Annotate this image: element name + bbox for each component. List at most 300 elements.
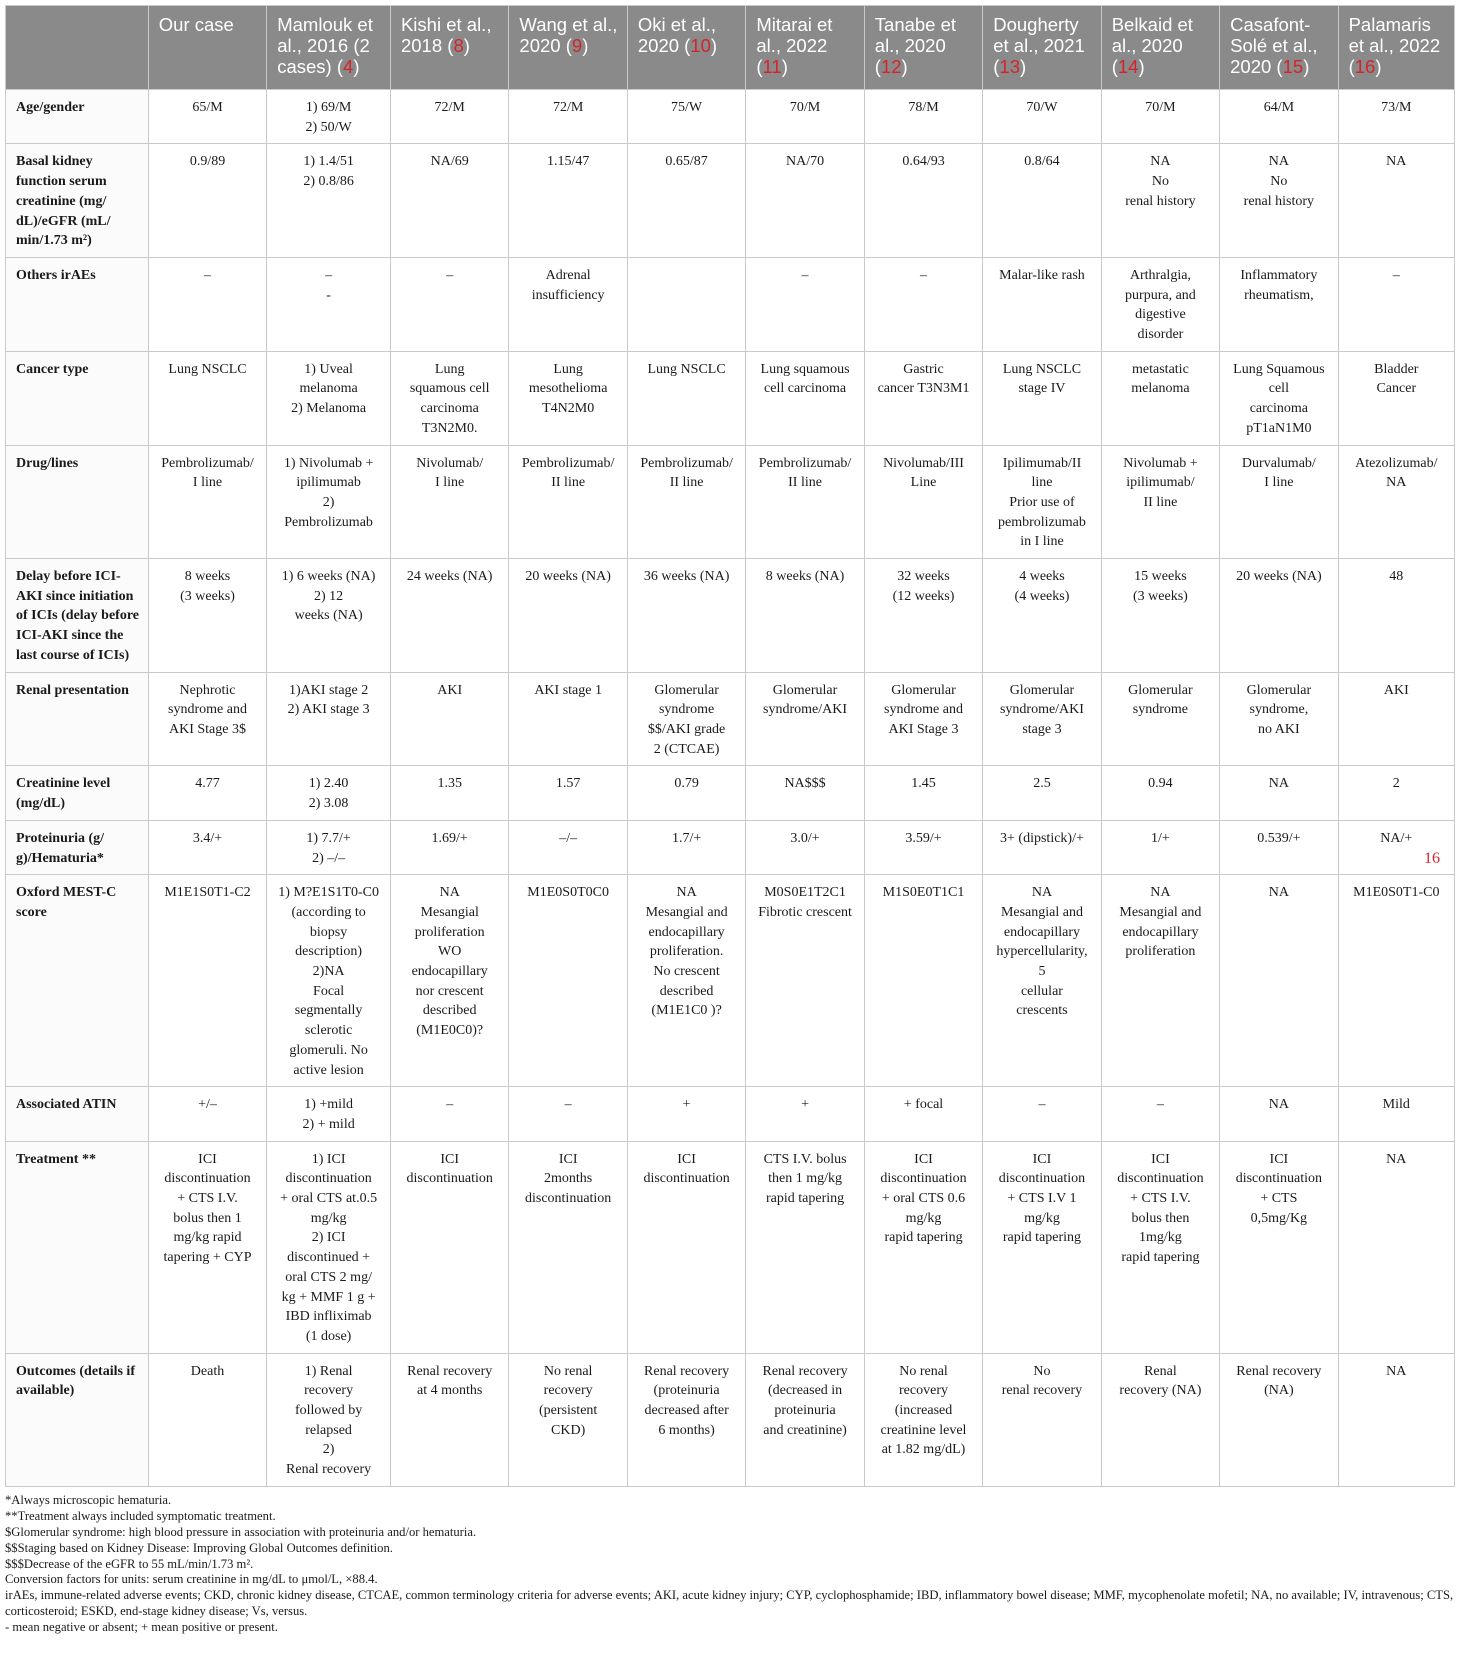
table-cell [509,351,627,445]
cell-text: – [446,267,454,283]
cell-text: 0.8/64 [1024,154,1060,170]
cell-text: 70/M [789,100,821,115]
cell-text: NA/70 [785,154,825,170]
table-cell [267,672,391,766]
footnote: irAEs, immune-related adverse events; CKD, chronic kidney disease, CTCAE, common terminology criteria for adverse events; AKI, acute kidney injury; CYP, cyclophosphamide; IBD, inflammatory bowel disease; MMF, mycophenolate mofetil; NA, no available; IV, intravenous; CTS, corticosteroid; ESKD, end-stage kidney disease; Vs, versus. [5,1588,1454,1619]
table-cell [627,875,745,1087]
cell-text: 1.69/+ [431,830,468,846]
reference-link[interactable]: 9 [571,35,583,56]
table-cell [390,875,508,1087]
table-cell [1220,820,1338,874]
cell-text: NA Mesangial proliferation WO endocapillary nor crescent described (M1E0C0)? [411,885,488,1039]
column-header-paren: ) [901,56,908,77]
table-cell [983,445,1101,559]
column-header-text: Dougherty et al., 2021 ( [993,14,1085,77]
table-cell [1101,144,1219,258]
table-cell [390,1141,508,1353]
column-header-text: Belkaid et al., 2020 ( [1111,14,1193,77]
table-cell [267,1353,391,1486]
cell-text: 65/M [192,100,223,115]
table-cell [1338,144,1454,258]
row-label: Oxford MEST-C score [6,875,149,1087]
table-cell [864,445,982,559]
table-cell [509,766,627,820]
table-cell [509,445,627,559]
table-cell [148,351,266,445]
cell-text: 2.5 [1033,776,1051,792]
reference-link[interactable]: 8 [453,35,464,56]
table-cell [267,820,391,874]
cell-text: 1) ICI discontinuation + oral CTS at.0.5 mg/kg 2) ICI discontinued + oral CTS 2 mg/ kg + MMF 1 g + IBD infliximab (1 dose) [280,1151,378,1344]
table-cell [864,875,982,1087]
row-label: Proteinuria (g/ g)/Hematuria* [6,820,149,874]
table-cell [1338,766,1454,820]
table-cell [267,559,391,673]
column-header-paren: ) [1303,56,1310,77]
cell-text: 20 weeks (NA) [525,569,611,585]
cell-text: M1E1S0T1-C2 [164,885,251,901]
table-cell [864,257,982,351]
cell-text: +/– [198,1097,217,1113]
cell-text: AKI [437,682,463,698]
table-cell [746,559,864,673]
cell-text: Death [190,1363,225,1379]
cell-text: NA Mesangial and endocapillary hypercellularity, 5 cellular crescents [996,885,1088,1019]
cell-text: 72/M [434,100,465,115]
footnote: $$$Decrease of the eGFR to 55 mL/min/1.73 m². [5,1556,254,1571]
cell-text: M0S0E1T2C1 Fibrotic crescent [758,885,852,920]
table-cell [1101,351,1219,445]
cell-text: 64/M [1263,100,1295,115]
cell-text: Arthralgia, purpura, and digestive disorder [1125,267,1196,343]
table-cell [390,257,508,351]
table-cell [1338,445,1454,559]
table-row [6,144,1455,258]
table-cell [983,820,1101,874]
table-cell [864,820,982,874]
cell-text: 78/M [908,100,939,115]
table-cell [627,672,745,766]
cell-text: Nivolumab/III Line [883,455,964,491]
table-cell [627,257,745,351]
table-cell [746,144,864,258]
row-label: Drug/lines [6,445,149,559]
cell-text: Inflammatory rheumatism, [1240,267,1318,303]
table-cell [267,1087,391,1141]
cell-text: 1) M?E1S1T0-C0 (according to biopsy description) 2)NA Focal segmentally sclerotic glomeruli. No active lesion [278,885,379,1078]
cell-text: M1E0S0T1-C0 [1353,885,1440,901]
row-label: Basal kidney function serum creatinine (mg/ dL)/eGFR (mL/ min/1.73 m²) [6,144,149,258]
column-header [1338,6,1454,90]
cell-text: ICI discontinuation [643,1151,730,1187]
column-header-text: Casafont-Solé et al., 2020 ( [1230,14,1318,77]
cell-text: 1.35 [437,776,462,792]
table-cell [509,672,627,766]
table-row [6,1353,1455,1486]
table-cell [627,351,745,445]
column-header-text: Kishi et al., 2018 ( [400,14,492,56]
table-cell [509,1353,627,1486]
table-cell [627,445,745,559]
cell-text: 73/M [1381,100,1412,115]
table-cell [390,1353,508,1486]
cell-text: 1.45 [911,776,936,792]
table-cell [390,1087,508,1141]
cell-text: 1) 6 weeks (NA) 2) 12 weeks (NA) [281,569,376,624]
table-cell [1101,766,1219,820]
cell-text: Malar-like rash [999,267,1085,283]
cell-text: 72/M [552,100,584,115]
table-cell [267,90,391,144]
table-cell [148,144,266,258]
table-cell [864,1353,982,1486]
cell-text: Glomerular syndrome $$/AKI grade 2 (CTCAE) [647,682,726,757]
table-cell [509,90,627,144]
table-cell [864,90,982,144]
table-cell [627,820,745,874]
table-cell [627,1141,745,1353]
table-cell [148,257,266,351]
column-header-text: Mitarai et al., 2022 ( [756,14,833,77]
table-cell [1101,1353,1219,1486]
table-cell [1220,766,1338,820]
table-cell [746,1353,864,1486]
cell-text: + [682,1097,691,1113]
table-row [6,257,1455,351]
table-cell [983,672,1101,766]
table-cell [746,672,864,766]
cell-text: 70/M [1145,100,1176,115]
table-cell [1101,672,1219,766]
table-row [6,90,1455,144]
cell-text: 8 weeks (NA) [765,569,845,585]
cell-text: 1/+ [1151,830,1170,846]
table-cell [1101,1141,1219,1353]
cell-text: NA [1386,1363,1407,1379]
table-row [6,351,1455,445]
cell-text: M1S0E0T1C1 [882,885,965,901]
table-cell [390,144,508,258]
cell-text: 8 weeks (3 weeks) [180,569,235,604]
cell-text: NA/+ [1380,830,1413,846]
row-label: Delay before ICI-AKI since initiation of ICIs (delay before ICI-AKI since the last course of ICIs) [6,559,149,673]
column-header [509,6,627,90]
cell-text: ICI discontinuation + CTS I.V. bolus then 1mg/kg rapid tapering [1117,1151,1204,1266]
footnote: $Glomerular syndrome: high blood pressure in association with proteinuria and/or hematuria. [5,1524,477,1539]
reference-link[interactable]: 4 [343,56,354,77]
cell-text: Pembrolizumab/ II line [521,455,615,491]
cell-text: NA [1386,1151,1407,1167]
column-header-text: Mamlouk et al., 2016 (2 cases) ( [277,14,373,77]
column-header-text: Wang et al., 2020 ( [519,14,618,56]
table-cell [746,1087,864,1141]
cell-text: NA [1268,1097,1289,1113]
table-body [6,90,1455,1487]
cell-text: Adrenal insufficiency [531,267,605,303]
column-header [627,6,745,90]
table-cell [746,351,864,445]
table-cell [390,820,508,874]
table-cell [627,144,745,258]
cell-text: NA$$$ [784,776,826,792]
table-cell [148,1141,266,1353]
cell-text: Renal recovery (proteinuria decreased after 6 months) [644,1363,730,1438]
cell-text: Pembrolizumab/ II line [640,455,733,491]
cell-text: 0.65/87 [665,154,708,170]
column-header-paren: ) [1375,56,1382,77]
cell-text: M1E0S0T0C0 [527,885,609,901]
table-cell [509,1141,627,1353]
table-cell [746,875,864,1087]
table-cell [983,1353,1101,1486]
cell-text: – [1392,267,1400,283]
row-label: Outcomes (details if available) [6,1353,149,1486]
table-cell [746,766,864,820]
row-label: Treatment ** [6,1141,149,1353]
table-row [6,445,1455,559]
table-cell [627,90,745,144]
table-cell [148,672,266,766]
column-header [746,6,864,90]
cell-text: Atezolizumab/ NA [1355,455,1438,491]
cell-text: – [1156,1097,1164,1113]
cell-text: ICI discontinuation + oral CTS 0.6 mg/kg rapid tapering [880,1151,967,1246]
table-cell [864,1141,982,1353]
reference-link[interactable]: 14 [1117,56,1139,77]
cell-text: 3.59/+ [905,830,942,846]
cell-text: ICI discontinuation [406,1151,493,1187]
cell-text: No renal recovery [1001,1363,1083,1399]
table-cell [267,766,391,820]
column-header [390,6,508,90]
cell-text: 0.539/+ [1257,830,1301,846]
table-cell [864,672,982,766]
table-cell [627,1087,745,1141]
column-header [1220,6,1338,90]
table-cell [390,766,508,820]
column-header-paren: ) [710,35,718,56]
cell-text: 4.77 [195,776,220,792]
header-row [6,6,1455,90]
cell-text: – - [325,267,333,303]
table-cell [509,144,627,258]
table-cell [1101,875,1219,1087]
cell-text: 1) 69/M 2) 50/W [305,100,352,135]
cell-text: 3+ (dipstick)/+ [1000,830,1084,846]
row-label: Age/gender [6,90,149,144]
cell-text: – [1038,1097,1046,1113]
table-cell [1338,1141,1454,1353]
column-header [864,6,982,90]
table-cell [983,766,1101,820]
cell-text: Lung NSCLC stage IV [1002,361,1082,397]
cell-text: Renal recovery at 4 months [407,1363,493,1399]
row-label: Cancer type [6,351,149,445]
table-cell [1101,559,1219,673]
footnote: **Treatment always included symptomatic treatment. [5,1508,276,1523]
table-row [6,672,1455,766]
cell-text: metastatic melanoma [1131,361,1190,397]
table-cell [983,559,1101,673]
cell-text: 3.0/+ [790,830,820,846]
table-cell [509,820,627,874]
table-cell [627,1353,745,1486]
table-cell [1220,875,1338,1087]
table-cell [1101,1087,1219,1141]
table-cell [1338,875,1454,1087]
cell-text: 70/W [1026,100,1058,115]
row-label: Renal presentation [6,672,149,766]
table-cell [983,1141,1101,1353]
cell-text: – [564,1097,572,1113]
table-cell [509,875,627,1087]
cell-text: NA Mesangial and endocapillary proliferation. No crescent described (M1E1C0 )? [645,885,728,1019]
cell-text: 1) Renal recovery followed by relapsed 2) Renal recovery [286,1363,372,1478]
table-cell [1220,351,1338,445]
cell-text: 36 weeks (NA) [643,569,730,585]
cell-text: Pembrolizumab/ I line [161,455,254,491]
cell-text: Renal recovery (decreased in proteinuria and creatinine) [762,1363,848,1438]
table-cell [1220,1141,1338,1353]
cell-text: 0.9/89 [189,154,226,170]
table-cell [267,351,391,445]
footnote: - mean negative or absent; + mean positive or present. [5,1620,278,1635]
column-header-paren: ) [1138,56,1145,77]
table-cell [148,1353,266,1486]
cell-text: Glomerular syndrome and AKI Stage 3 [884,682,963,737]
cell-text: ICI discontinuation + CTS I.V. bolus then 1 mg/kg rapid tapering + CYP [163,1151,252,1266]
cell-text: + focal [903,1097,944,1113]
cell-text: – [920,267,927,283]
table-cell [509,257,627,351]
cell-text: AKI [1383,682,1409,698]
table-cell [746,445,864,559]
table-cell [1338,90,1454,144]
table-cell [148,1087,266,1141]
table-cell [1220,1087,1338,1141]
table-cell [267,144,391,258]
table-cell [983,257,1101,351]
footnote: $$Staging based on Kidney Disease: Improving Global Outcomes definition. [5,1540,393,1555]
row-label: Others irAEs [6,257,149,351]
table-cell [1220,445,1338,559]
cell-text: Renal recovery (NA) [1119,1363,1202,1399]
cell-text: ICI discontinuation + CTS I.V 1 mg/kg rapid tapering [998,1151,1086,1246]
cell-text: Ipilimumab/II line Prior use of pembrolizumab in I line [998,455,1086,550]
table-cell [1338,820,1454,874]
reference-link[interactable]: 16 [1424,849,1440,867]
cell-text: 75/W [671,100,703,115]
cell-text: NA No renal history [1125,154,1196,209]
reference-link[interactable]: 10 [690,35,711,56]
cell-text: 1) 1.4/51 2) 0.8/86 [303,154,354,190]
cell-text: 1.15/47 [546,154,590,170]
cell-text: Lung mesothelioma T4N2M0 [528,361,608,417]
cell-text: + [801,1097,809,1113]
reference-link[interactable]: 11 [762,56,782,77]
cell-text: 4 weeks (4 weeks) [1014,569,1070,604]
cell-text: Lung Squamous cell carcinoma pT1aN1M0 [1233,361,1325,436]
table-cell [627,559,745,673]
cell-text: 1.57 [555,776,581,792]
case-comparison-table [5,5,1455,1487]
table-cell [1338,257,1454,351]
cell-text: Glomerular syndrome/AKI [763,682,848,718]
table-cell [864,351,982,445]
table-cell [1101,257,1219,351]
cell-text: Glomerular syndrome, no AKI [1246,682,1312,737]
table-wrapper [5,5,1455,1636]
table-cell [267,445,391,559]
table-row [6,559,1455,673]
cell-text: Lung NSCLC [647,361,726,377]
cell-text: 1) Nivolumab + ipilimumab 2) Pembrolizumab [283,455,374,530]
table-cell [390,445,508,559]
cell-text: Lung squamous cell carcinoma [760,361,850,397]
cell-text: Glomerular syndrome [1128,682,1193,718]
table-cell [1338,672,1454,766]
table-cell [267,875,391,1087]
cell-text: 1) 7.7/+ 2) –/– [306,830,351,866]
cell-text: Durvalumab/ I line [1241,455,1316,491]
cell-text: 3.4/+ [192,830,223,846]
column-header [267,6,391,90]
cell-text: Pembrolizumab/ II line [758,455,852,491]
cell-text: No renal recovery (persistent CKD) [538,1363,598,1438]
row-label: Associated ATIN [6,1087,149,1141]
cell-text: – [446,1097,454,1113]
table-cell [1101,820,1219,874]
table-cell [864,144,982,258]
cell-text: Lung NSCLC [168,361,247,377]
table-cell [1101,445,1219,559]
table-cell [746,1141,864,1353]
cell-text: ICI 2months discontinuation [524,1151,612,1207]
cell-text: NA/69 [430,154,469,170]
table-cell [267,1141,391,1353]
reference-link[interactable]: 12 [880,56,902,77]
cell-text: Lung squamous cell carcinoma T3N2M0. [409,361,490,436]
column-header-text: Our case [158,14,234,35]
table-row [6,820,1455,874]
cell-text: No renal recovery (increased creatinine level at 1.82 mg/dL) [880,1363,967,1458]
table-cell [1338,351,1454,445]
column-header-text: Palamaris et al., 2022 ( [1348,14,1441,77]
table-row [6,766,1455,820]
cell-text: – [204,267,211,283]
column-header-paren: ) [1019,56,1027,77]
cell-text: 20 weeks (NA) [1236,569,1322,585]
cell-text: 48 [1389,569,1404,585]
row-label: Creatinine level (mg/dL) [6,766,149,820]
cell-text: Mild [1382,1097,1410,1113]
table-cell [148,559,266,673]
cell-text: AKI stage 1 [534,682,602,698]
table-cell [390,90,508,144]
reference-link[interactable]: 13 [999,56,1020,77]
table-footnotes [5,1493,1455,1636]
table-cell [983,1087,1101,1141]
table-cell [1220,1353,1338,1486]
table-cell [1220,257,1338,351]
reference-link[interactable]: 15 [1282,56,1304,77]
column-header [983,6,1101,90]
cell-text: 1)AKI stage 2 2) AKI stage 3 [287,682,370,718]
reference-link[interactable]: 16 [1354,56,1376,77]
table-cell [267,257,391,351]
cell-text: NA [1268,776,1289,792]
table-cell [864,766,982,820]
